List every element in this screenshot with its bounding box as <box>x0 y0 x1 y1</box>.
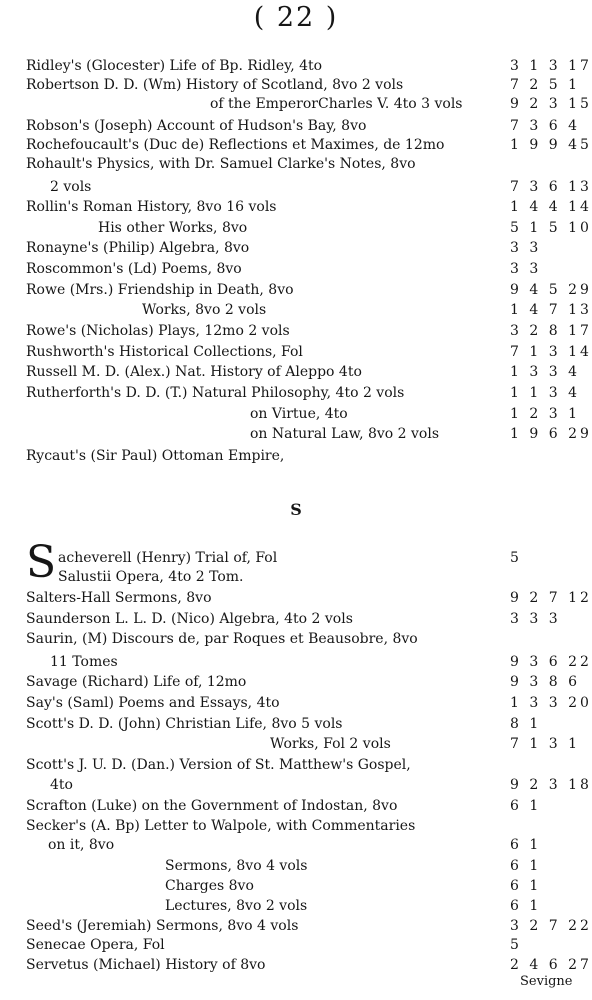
catalogue-entry <box>0 548 592 568</box>
catalogue-entry <box>0 197 592 217</box>
catalogue-entry <box>0 280 592 300</box>
entry-title: on Natural Law, 8vo 2 vols <box>250 426 440 442</box>
entry-title: Seed's (Jeremiah) Sermons, 8vo 4 vols <box>26 918 299 934</box>
catalogue-entry <box>0 321 592 341</box>
entry-title: 4to <box>50 777 73 793</box>
catalogue-entry <box>0 775 592 795</box>
entry-numbers: 9 3 8 6 <box>510 674 580 690</box>
catalogue-entry <box>0 935 592 955</box>
entry-numbers: 3 3 3 <box>510 611 561 627</box>
entry-numbers: 1 4 7 13 <box>510 302 592 318</box>
entry-numbers: 2 4 6 27 <box>510 957 592 973</box>
catalogue-entry <box>0 75 592 95</box>
entry-numbers: 1 3 3 20 <box>510 695 592 711</box>
entry-title: 11 Tomes <box>50 654 118 670</box>
entry-title: Scott's J. U. D. (Dan.) Version of St. Matthew's Gospel, <box>26 757 411 773</box>
entry-title: Robertson D. D. (Wm) History of Scotland, 8vo 2 vols <box>26 77 404 93</box>
entry-numbers: 3 1 3 17 <box>510 58 592 74</box>
entry-title: Senecae Opera, Fol <box>26 937 165 953</box>
catalogue-entry <box>0 856 592 876</box>
entry-numbers: 5 <box>510 550 522 566</box>
entry-title: Scrafton (Luke) on the Government of Indostan, 8vo <box>26 798 398 814</box>
catchword: Sevigne <box>520 974 573 989</box>
entry-title: of the EmperorCharles V. 4to 3 vols <box>210 96 463 112</box>
entry-title: Works, 8vo 2 vols <box>142 302 267 318</box>
entry-numbers: 8 1 <box>510 716 542 732</box>
catalogue-entry <box>0 835 592 855</box>
entry-numbers: 7 2 5 1 <box>510 77 580 93</box>
entry-numbers: 1 1 3 4 <box>510 385 580 401</box>
entry-numbers: 7 1 3 1 <box>510 736 580 752</box>
entry-numbers: 9 3 6 22 <box>510 654 592 670</box>
entry-title: Ronayne's (Philip) Algebra, 8vo <box>26 240 250 256</box>
entry-numbers: 3 3 <box>510 240 542 256</box>
entry-title: Robson's (Joseph) Account of Hudson's Bay, 8vo <box>26 118 367 134</box>
entry-title: Rushworth's Historical Collections, Fol <box>26 344 303 360</box>
catalogue-entry <box>0 218 592 238</box>
entry-title: Say's (Saml) Poems and Essays, 4to <box>26 695 280 711</box>
entry-numbers: 6 1 <box>510 837 542 853</box>
entry-numbers: 9 4 5 29 <box>510 282 592 298</box>
entry-title: on it, 8vo <box>48 837 115 853</box>
entry-title: acheverell (Henry) Trial of, Fol <box>58 550 278 566</box>
entry-numbers: 1 3 3 4 <box>510 364 580 380</box>
drop-cap-letter: S <box>26 537 57 588</box>
page-number: ( 22 ) <box>253 2 339 33</box>
catalogue-entry <box>0 672 592 692</box>
entry-numbers: 7 1 3 14 <box>510 344 592 360</box>
entry-numbers: 1 9 9 45 <box>510 137 592 153</box>
catalogue-entry <box>0 300 592 320</box>
entry-title: Rollin's Roman History, 8vo 16 vols <box>26 199 277 215</box>
entry-title: Lectures, 8vo 2 vols <box>165 898 308 914</box>
entry-title: Savage (Richard) Life of, 12mo <box>26 674 247 690</box>
entry-numbers: 3 2 7 22 <box>510 918 592 934</box>
entry-numbers: 7 3 6 4 <box>510 118 580 134</box>
catalogue-entry <box>0 259 592 279</box>
catalogue-entry <box>0 629 592 649</box>
entry-numbers: 1 4 4 14 <box>510 199 592 215</box>
catalogue-entry <box>0 116 592 136</box>
catalogue-entry <box>0 383 592 403</box>
entry-title: His other Works, 8vo <box>98 220 248 236</box>
entry-title: Salters-Hall Sermons, 8vo <box>26 590 212 606</box>
catalogue-entry <box>0 796 592 816</box>
entry-numbers: 5 <box>510 937 522 953</box>
entry-title: Servetus (Michael) History of 8vo <box>26 957 266 973</box>
catalogue-entry <box>0 816 592 836</box>
catalogue-entry <box>0 955 592 975</box>
entry-numbers: 9 2 3 18 <box>510 777 592 793</box>
catalogue-entry <box>0 154 592 174</box>
catalogue-entry <box>0 916 592 936</box>
entry-title: Rowe (Mrs.) Friendship in Death, 8vo <box>26 282 294 298</box>
entry-title: 2 vols <box>50 179 92 195</box>
catalogue-entry <box>0 876 592 896</box>
catalogue-entry <box>0 567 592 587</box>
entry-numbers: 1 2 3 1 <box>510 406 580 422</box>
entry-title: Saurin, (M) Discours de, par Roques et Beausobre, 8vo <box>26 631 418 647</box>
catalogue-entry <box>0 342 592 362</box>
entry-title: Saunderson L. L. D. (Nico) Algebra, 4to 2 vols <box>26 611 353 627</box>
catalogue-entry <box>0 588 592 608</box>
entry-numbers: 3 2 8 17 <box>510 323 592 339</box>
catalogue-entry <box>0 404 592 424</box>
catalogue-entry <box>0 446 592 466</box>
catalogue-entry <box>0 177 592 197</box>
entry-title: Works, Fol 2 vols <box>270 736 391 752</box>
entry-numbers: 3 3 <box>510 261 542 277</box>
catalogue-entry <box>0 56 592 76</box>
catalogue-entry <box>0 135 592 155</box>
entry-title: Rochefoucault's (Duc de) Reflections et Maximes, de 12mo <box>26 137 445 153</box>
catalogue-entry <box>0 609 592 629</box>
entry-numbers: 9 2 7 12 <box>510 590 592 606</box>
entry-numbers: 1 9 6 29 <box>510 426 592 442</box>
entry-title: Rutherforth's D. D. (T.) Natural Philosophy, 4to 2 vols <box>26 385 405 401</box>
entry-title: Rohault's Physics, with Dr. Samuel Clarke's Notes, 8vo <box>26 156 416 172</box>
catalogue-entry <box>0 714 592 734</box>
catalogue-entry <box>0 424 592 444</box>
entry-numbers: 7 3 6 13 <box>510 179 592 195</box>
catalogue-entry <box>0 693 592 713</box>
entry-title: Roscommon's (Ld) Poems, 8vo <box>26 261 242 277</box>
catalogue-entry <box>0 362 592 382</box>
entry-numbers: 6 1 <box>510 858 542 874</box>
entry-title: Ridley's (Glocester) Life of Bp. Ridley, 4to <box>26 58 323 74</box>
entry-title: Rowe's (Nicholas) Plays, 12mo 2 vols <box>26 323 290 339</box>
catalogue-entry <box>0 94 592 114</box>
entry-numbers: 9 2 3 15 <box>510 96 592 112</box>
entry-title: Sermons, 8vo 4 vols <box>165 858 308 874</box>
catalogue-entry <box>0 238 592 258</box>
entry-title: Scott's D. D. (John) Christian Life, 8vo 5 vols <box>26 716 343 732</box>
entry-title: on Virtue, 4to <box>250 406 348 422</box>
entry-title: Rycaut's (Sir Paul) Ottoman Empire, <box>26 448 285 464</box>
catalogue-entry <box>0 755 592 775</box>
entry-numbers: 6 1 <box>510 798 542 814</box>
catalogue-entry <box>0 734 592 754</box>
section-heading: S <box>290 500 302 519</box>
entry-numbers: 5 1 5 10 <box>510 220 592 236</box>
entry-title: Russell M. D. (Alex.) Nat. History of Aleppo 4to <box>26 364 362 380</box>
entry-numbers: 6 1 <box>510 878 542 894</box>
catalogue-entry <box>0 652 592 672</box>
catalogue-entry <box>0 896 592 916</box>
entry-title: Salustii Opera, 4to 2 Tom. <box>58 569 244 585</box>
entry-title: Charges 8vo <box>165 878 254 894</box>
entry-title: Secker's (A. Bp) Letter to Walpole, with Commentaries <box>26 818 416 834</box>
entry-numbers: 6 1 <box>510 898 542 914</box>
